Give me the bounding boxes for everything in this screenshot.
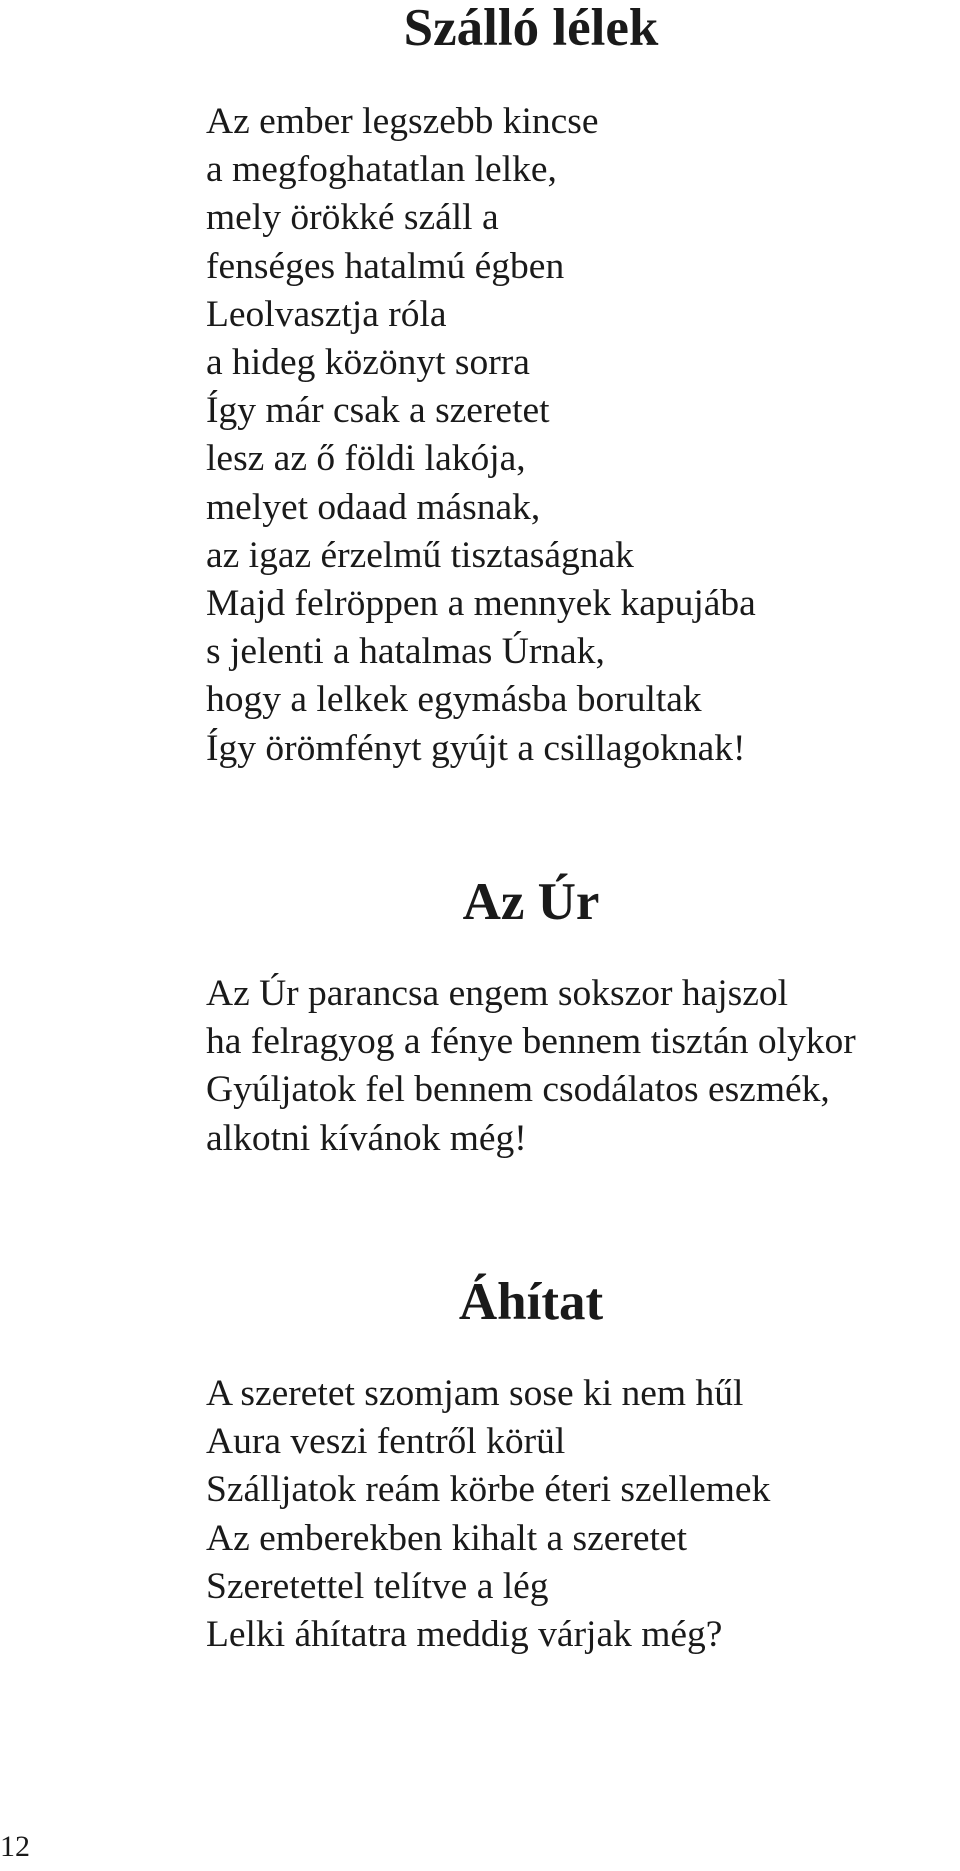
poem-line: Majd felröppen a mennyek kapujába <box>206 583 756 625</box>
poem-line: Az ember legszebb kincse <box>206 101 599 142</box>
poem-line: Lelki áhítatra meddig várjak még? <box>206 1614 723 1656</box>
poem-line: az igaz érzelmű tisztaságnak <box>206 534 634 576</box>
poem-line: Így már csak a szeretet <box>206 390 550 432</box>
poem-body-ahitat <box>206 1370 770 1659</box>
poem-line: Aura veszi fentről körül <box>206 1421 566 1463</box>
poem-line: mely örökké száll a <box>206 197 499 239</box>
poem-line: lesz az ő földi lakója, <box>206 438 526 480</box>
poem-title-az-ur: Az Úr <box>462 873 600 931</box>
poem-title-szallo-lelek: Szálló lélek <box>403 0 659 57</box>
poem-line: A szeretet szomjam sose ki nem hűl <box>206 1373 744 1414</box>
poem-line: a hideg közönyt sorra <box>206 342 530 384</box>
poem-line: s jelenti a hatalmas Úrnak, <box>206 631 605 673</box>
poem-body-szallo-lelek <box>206 98 756 773</box>
poem-line: alkotni kívánok még! <box>206 1117 527 1159</box>
poem-line: a megfoghatatlan lelke, <box>206 149 557 191</box>
poem-line: Szeretettel telítve a lég <box>206 1565 549 1607</box>
poem-line: fenséges hatalmú égben <box>206 245 565 287</box>
poem-line: Az emberekben kihalt a szeretet <box>206 1517 687 1559</box>
poem-body-az-ur <box>206 970 856 1163</box>
poem-line: Szálljatok reám körbe éteri szellemek <box>206 1469 771 1511</box>
page-number: 12 <box>0 1830 30 1863</box>
poem-line: melyet odaad másnak, <box>206 486 541 528</box>
poem-line: Gyúljatok fel bennem csodálatos eszmék, <box>206 1069 830 1111</box>
poem-line: Az Úr parancsa engem sokszor hajszol <box>206 973 789 1014</box>
poem-line: Leolvasztja róla <box>206 293 447 335</box>
poem-line: hogy a lelkek egymásba borultak <box>206 679 702 721</box>
poem-line: Így örömfényt gyújt a csillagoknak! <box>206 727 746 769</box>
poem-line: ha felragyog a fénye bennem tisztán olykor <box>206 1021 856 1063</box>
poem-title-ahitat: Áhítat <box>458 1273 604 1331</box>
